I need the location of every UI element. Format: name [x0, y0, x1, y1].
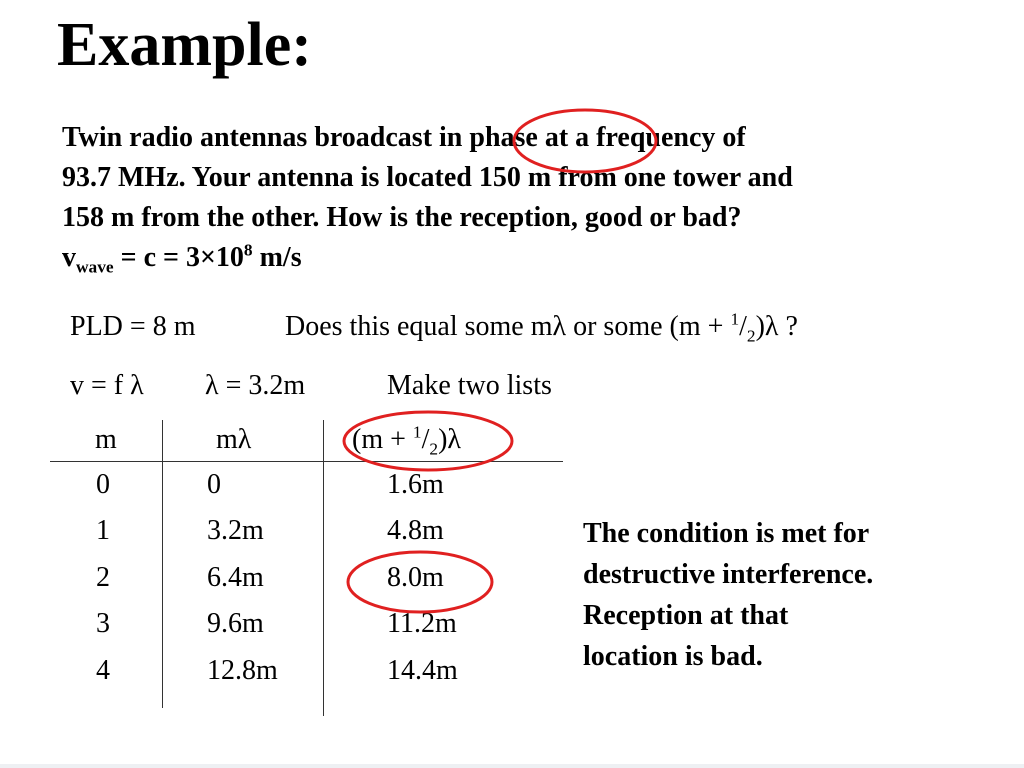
- problem-line-1: Twin radio antennas broadcast in phase at a frequency of: [62, 122, 746, 153]
- wave-speed-symbol: v: [62, 242, 76, 273]
- table-cell-m-lambda: 6.4m: [207, 562, 264, 593]
- wave-speed-exponent: 8: [243, 240, 253, 260]
- table-cell-m: 2: [96, 562, 110, 593]
- wave-speed-value: = c = 3×10: [113, 242, 244, 273]
- header-rule: [50, 461, 563, 462]
- wave-speed-subscript: wave: [76, 257, 114, 277]
- column-divider-2: [323, 420, 324, 716]
- make-lists-note: Make two lists: [387, 370, 552, 401]
- table-cell-half-lambda: 11.2m: [387, 608, 457, 639]
- wave-speed-equation: [62, 238, 793, 278]
- problem-statement: [62, 118, 793, 278]
- header-m: m: [95, 424, 117, 455]
- wave-speed-unit: m/s: [252, 242, 302, 273]
- path-length-difference: PLD = 8 m: [70, 311, 196, 342]
- table-cell-m-lambda: 0: [207, 469, 221, 500]
- wavelength-value: λ = 3.2m: [205, 370, 306, 401]
- problem-line-3: 158 m from the other. How is the reception, good or bad?: [62, 202, 742, 233]
- lambda-symbol: λ: [552, 311, 567, 342]
- lambda-symbol: λ: [764, 311, 779, 342]
- table-cell-m-lambda: 3.2m: [207, 515, 264, 546]
- conclusion-text: The condition is met for destructive interference. Reception at that location is bad.: [583, 518, 874, 672]
- header-m-lambda: mλ: [216, 424, 252, 455]
- table-cell-m: 0: [96, 469, 110, 500]
- slide-title: Example:: [57, 11, 312, 79]
- wave-relation: v = f λ: [70, 370, 144, 401]
- table-cell-m: 1: [96, 515, 110, 546]
- column-divider-1: [162, 420, 163, 708]
- table-cell-half-lambda: 14.4m: [387, 655, 458, 686]
- table-cell-half-lambda: 1.6m: [387, 469, 444, 500]
- table-cell-m: 3: [96, 608, 110, 639]
- table-cell-m: 4: [96, 655, 110, 686]
- table-cell-m-lambda: 12.8m: [207, 655, 278, 686]
- table-cell-half-lambda: 4.8m: [387, 515, 444, 546]
- table-cell-m-lambda: 9.6m: [207, 608, 264, 639]
- problem-line-2: 93.7 MHz. Your antenna is located 150 m from one tower and: [62, 162, 793, 193]
- header-half-lambda: $(m + ^1/_2)\lambda$: [352, 422, 461, 459]
- condition-question: Does this equal some mλ or some $(m + ^1/_2)\lambda$ ?: [285, 309, 798, 346]
- footer-band: [0, 764, 1024, 768]
- table-cell-half-lambda: 8.0m: [387, 562, 444, 593]
